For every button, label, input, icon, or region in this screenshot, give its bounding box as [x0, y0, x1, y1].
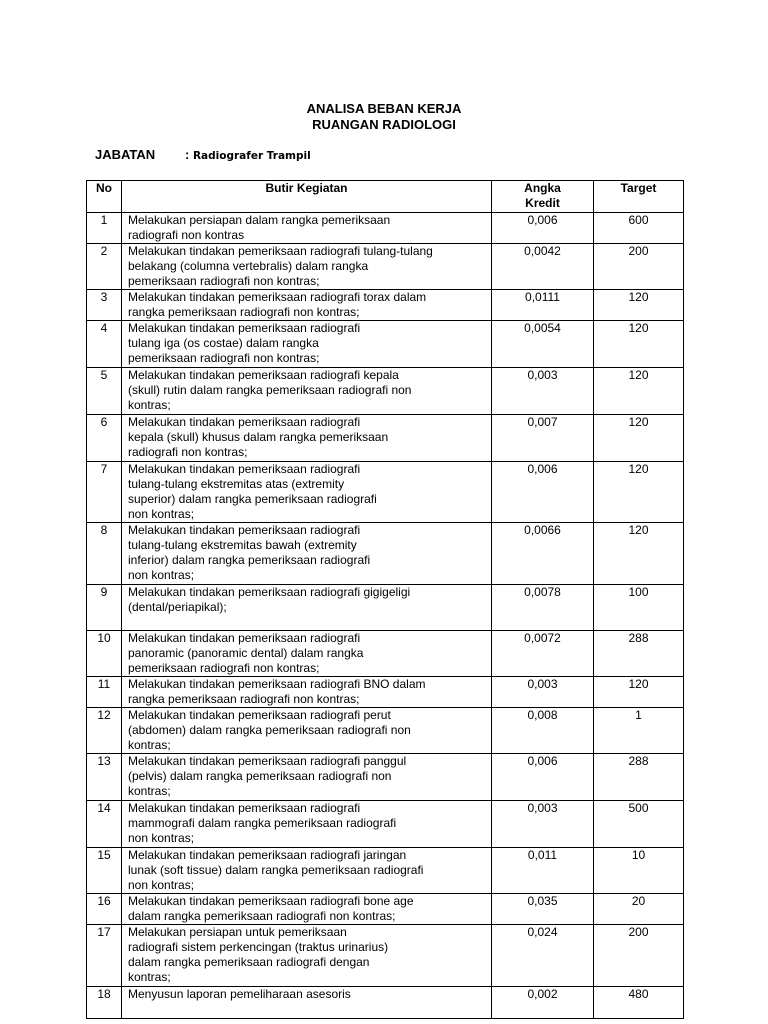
- row-angka-kredit: 0,006: [492, 754, 594, 801]
- row-target: 120: [594, 290, 684, 321]
- row-target: 120: [594, 415, 684, 462]
- table-row: [87, 677, 684, 708]
- row-no: 10: [87, 631, 122, 677]
- row-butir-kegiatan: Melakukan tindakan pemeriksaan radiografi kepala (skull) khusus dalam rangka pemeriksaan radiografi non kontras;: [122, 415, 492, 462]
- table-row: [87, 631, 684, 677]
- row-no: 2: [87, 244, 122, 290]
- document-title-line2: RUANGAN RADIOLOGI: [312, 117, 456, 132]
- row-no: 16: [87, 894, 122, 925]
- row-angka-kredit: 0,007: [492, 415, 594, 462]
- row-no: 4: [87, 321, 122, 368]
- workload-table: [86, 180, 684, 1019]
- row-butir-kegiatan: Melakukan tindakan pemeriksaan radiografi gigigeligi (dental/periapikal);: [122, 585, 492, 631]
- row-angka-kredit: 0,002: [492, 987, 594, 1019]
- row-target: 20: [594, 894, 684, 925]
- header-no: No: [87, 181, 122, 213]
- table-header-row: [87, 181, 684, 213]
- table-row: [87, 290, 684, 321]
- row-angka-kredit: 0,003: [492, 801, 594, 848]
- row-target: 120: [594, 677, 684, 708]
- row-butir-kegiatan: Melakukan tindakan pemeriksaan radiografi tulang-tulang ekstremitas atas (extremity superior) dalam rangka pemeriksaan radiografi non kontras;: [122, 462, 492, 523]
- row-butir-kegiatan: Melakukan tindakan pemeriksaan radiografi kepala (skull) rutin dalam rangka pemeriksaan radiografi non kontras;: [122, 368, 492, 415]
- row-target: 288: [594, 754, 684, 801]
- row-target: 200: [594, 244, 684, 290]
- table-row: [87, 848, 684, 894]
- row-butir-kegiatan: Melakukan tindakan pemeriksaan radiografi panggul (pelvis) dalam rangka pemeriksaan radiografi non kontras;: [122, 754, 492, 801]
- jabatan-value: Radiografer Trampil: [192, 150, 311, 162]
- row-target: 1: [594, 708, 684, 754]
- row-butir-kegiatan: Melakukan persiapan dalam rangka pemeriksaan radiografi non kontras: [122, 213, 492, 244]
- row-no: 17: [87, 925, 122, 987]
- row-no: 8: [87, 523, 122, 585]
- table-row: [87, 523, 684, 585]
- row-butir-kegiatan: Melakukan tindakan pemeriksaan radiografi jaringan lunak (soft tissue) dalam rangka pemeriksaan radiografi non kontras;: [122, 848, 492, 894]
- row-no: 1: [87, 213, 122, 244]
- table-row: [87, 987, 684, 1019]
- row-angka-kredit: 0,006: [492, 462, 594, 523]
- row-angka-kredit: 0,024: [492, 925, 594, 987]
- row-target: 10: [594, 848, 684, 894]
- row-angka-kredit: 0,003: [492, 677, 594, 708]
- row-butir-kegiatan: Melakukan tindakan pemeriksaan radiografi tulang-tulang belakang (columna vertebralis) dalam rangka pemeriksaan radiografi non kontras;: [122, 244, 492, 290]
- row-target: 600: [594, 213, 684, 244]
- table-row: [87, 894, 684, 925]
- row-angka-kredit: 0,035: [492, 894, 594, 925]
- row-no: 12: [87, 708, 122, 754]
- row-target: 120: [594, 321, 684, 368]
- row-angka-kredit: 0,0072: [492, 631, 594, 677]
- row-butir-kegiatan: Melakukan tindakan pemeriksaan radiografi BNO dalam rangka pemeriksaan radiografi non kontras;: [122, 677, 492, 708]
- row-angka-kredit: 0,006: [492, 213, 594, 244]
- jabatan-label: JABATAN: [95, 147, 156, 162]
- row-butir-kegiatan: Melakukan tindakan pemeriksaan radiografi tulang-tulang ekstremitas bawah (extremity inferior) dalam rangka pemeriksaan radiografi non kontras;: [122, 523, 492, 585]
- table-row: [87, 708, 684, 754]
- row-target: 120: [594, 523, 684, 585]
- row-target: 288: [594, 631, 684, 677]
- row-no: 3: [87, 290, 122, 321]
- table-row: [87, 415, 684, 462]
- row-target: 480: [594, 987, 684, 1019]
- row-angka-kredit: 0,011: [492, 848, 594, 894]
- row-angka-kredit: 0,0078: [492, 585, 594, 631]
- row-target: 120: [594, 368, 684, 415]
- table-row: [87, 585, 684, 631]
- header-angka-kredit: Angka Kredit: [492, 181, 594, 213]
- table-row: [87, 213, 684, 244]
- row-butir-kegiatan: Melakukan tindakan pemeriksaan radiografi panoramic (panoramic dental) dalam rangka pemeriksaan radiografi non kontras;: [122, 631, 492, 677]
- row-no: 13: [87, 754, 122, 801]
- header-butir-kegiatan: Butir Kegiatan: [122, 181, 492, 213]
- table-row: [87, 925, 684, 987]
- row-butir-kegiatan: Melakukan tindakan pemeriksaan radiografi bone age dalam rangka pemeriksaan radiografi non kontras;: [122, 894, 492, 925]
- row-no: 9: [87, 585, 122, 631]
- row-butir-kegiatan: Melakukan tindakan pemeriksaan radiografi perut (abdomen) dalam rangka pemeriksaan radiografi non kontras;: [122, 708, 492, 754]
- row-no: 6: [87, 415, 122, 462]
- row-angka-kredit: 0,003: [492, 368, 594, 415]
- row-no: 14: [87, 801, 122, 848]
- jabatan-line: [95, 147, 311, 162]
- row-angka-kredit: 0,0066: [492, 523, 594, 585]
- row-target: 500: [594, 801, 684, 848]
- header-target: Target: [594, 181, 684, 213]
- table-row: [87, 754, 684, 801]
- row-butir-kegiatan: Melakukan tindakan pemeriksaan radiografi torax dalam rangka pemeriksaan radiografi non kontras;: [122, 290, 492, 321]
- row-butir-kegiatan: Melakukan persiapan untuk pemeriksaan radiografi sistem perkencingan (traktus urinarius) dalam rangka pemeriksaan radiografi dengan kontras;: [122, 925, 492, 987]
- row-butir-kegiatan: Melakukan tindakan pemeriksaan radiografi mammografi dalam rangka pemeriksaan radiografi non kontras;: [122, 801, 492, 848]
- jabatan-separator: :: [185, 147, 190, 162]
- row-target: 120: [594, 462, 684, 523]
- table-row: [87, 244, 684, 290]
- table-row: [87, 368, 684, 415]
- row-butir-kegiatan: Melakukan tindakan pemeriksaan radiografi tulang iga (os costae) dalam rangka pemeriksaan radiografi non kontras;: [122, 321, 492, 368]
- row-angka-kredit: 0,0054: [492, 321, 594, 368]
- row-angka-kredit: 0,0042: [492, 244, 594, 290]
- row-angka-kredit: 0,008: [492, 708, 594, 754]
- row-angka-kredit: 0,0111: [492, 290, 594, 321]
- row-butir-kegiatan: Menyusun laporan pemeliharaan asesoris: [122, 987, 492, 1019]
- row-no: 5: [87, 368, 122, 415]
- row-no: 15: [87, 848, 122, 894]
- table-row: [87, 462, 684, 523]
- document-title-line1: ANALISA BEBAN KERJA: [306, 101, 462, 116]
- row-no: 11: [87, 677, 122, 708]
- row-target: 200: [594, 925, 684, 987]
- table-row: [87, 321, 684, 368]
- row-target: 100: [594, 585, 684, 631]
- table-row: [87, 801, 684, 848]
- row-no: 18: [87, 987, 122, 1019]
- row-no: 7: [87, 462, 122, 523]
